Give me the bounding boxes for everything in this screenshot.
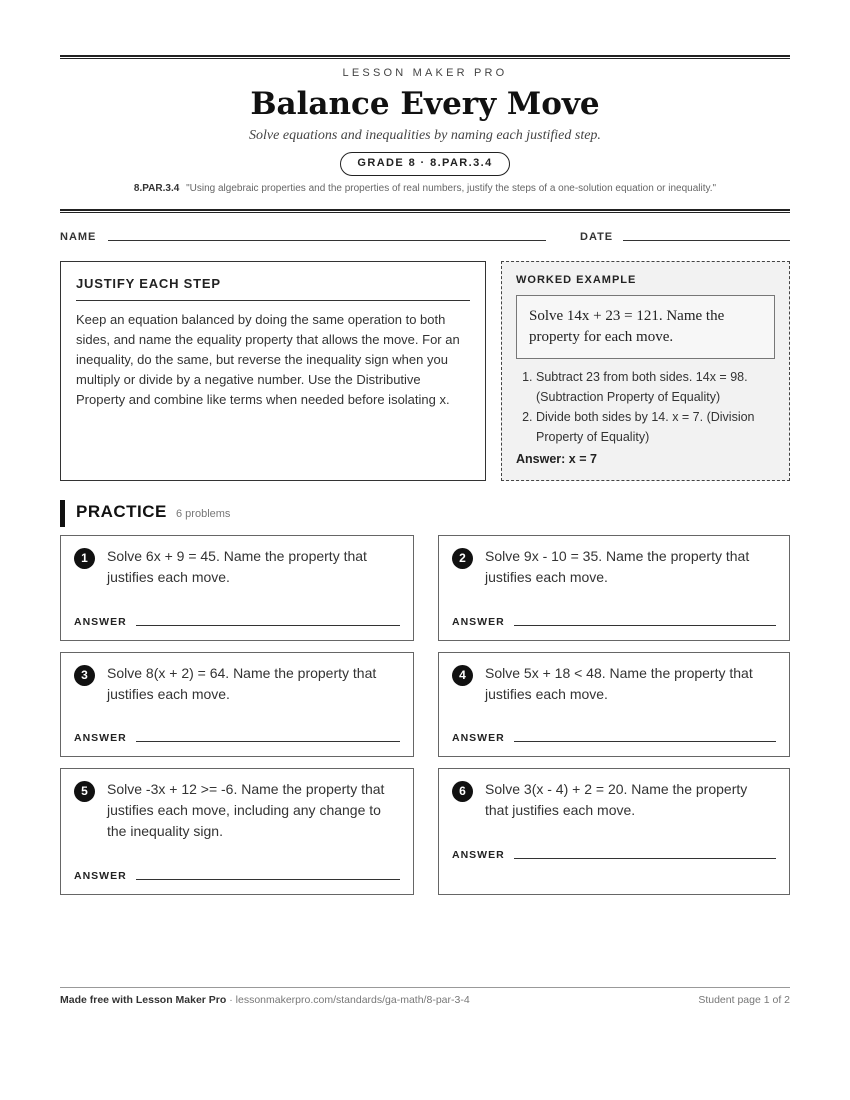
problem-prompt: Solve 9x - 10 = 35. Name the property that justifies each move.	[485, 548, 750, 585]
worked-example-steps	[516, 367, 775, 447]
problem-number-badge: 5	[74, 781, 95, 802]
practice-accent-bar	[60, 500, 65, 527]
date-label: DATE	[580, 231, 614, 243]
problem-card-3	[60, 652, 414, 757]
problem-card-1	[60, 535, 414, 641]
problem-number-badge: 4	[452, 665, 473, 686]
answer-field[interactable]	[136, 625, 400, 626]
problem-number-badge: 1	[74, 548, 95, 569]
problem-prompt: Solve 6x + 9 = 45. Name the property that justifies each move.	[107, 548, 367, 585]
brand-name: LESSON MAKER PRO	[342, 67, 508, 79]
answer-label: ANSWER	[452, 849, 505, 861]
worksheet-title: Balance Every Move	[250, 86, 600, 122]
answer-field[interactable]	[514, 858, 776, 859]
answer-field[interactable]	[136, 879, 400, 880]
justify-each-step-box	[60, 261, 486, 481]
answer-label: ANSWER	[452, 732, 505, 744]
footer-page-number: Student page 1 of 2	[698, 994, 790, 1006]
date-field[interactable]	[623, 240, 790, 241]
problem-prompt: Solve 3(x - 4) + 2 = 20. Name the property that justifies each move.	[485, 781, 748, 818]
problem-card-5	[60, 768, 414, 895]
footer-credit	[60, 994, 470, 1006]
answer-field[interactable]	[136, 741, 400, 742]
justify-heading: JUSTIFY EACH STEP	[76, 276, 470, 301]
worked-step: 1. Subtract 23 from both sides. 14x = 98. (Subtraction Property of Equality)	[536, 367, 775, 407]
name-field[interactable]	[108, 240, 546, 241]
footer-made-with: Made free with Lesson Maker Pro	[60, 994, 227, 1006]
problem-prompt: Solve 8(x + 2) = 64. Name the property that justifies each move.	[107, 665, 377, 702]
header-bottom-double-rule	[60, 209, 790, 213]
answer-label: ANSWER	[74, 870, 127, 882]
answer-label: ANSWER	[452, 616, 505, 628]
footer-rule	[60, 987, 790, 988]
footer-url[interactable]: · lessonmakerpro.com/standards/ga-math/8-par-3-4	[226, 994, 470, 1006]
worked-example-prompt: Solve 14x + 23 = 121. Name the property for each move.	[516, 295, 775, 359]
worked-example-box	[501, 261, 790, 481]
problem-prompt: Solve -3x + 12 >= -6. Name the property that justifies each move, including any change to the inequality sign.	[107, 781, 385, 839]
standard-code: 8.PAR.3.4	[133, 183, 180, 194]
standard-text: "Using algebraic properties and the properties of real numbers, justify the steps of a one-solution equation or inequality."	[186, 183, 717, 194]
practice-title: PRACTICE	[76, 502, 167, 521]
practice-count: 6 problems	[176, 508, 231, 520]
problem-card-6	[438, 768, 790, 895]
worksheet-page	[60, 0, 790, 1100]
answer-label: ANSWER	[74, 732, 127, 744]
worksheet-subtitle: Solve equations and inequalities by naming each justified step.	[249, 128, 601, 143]
name-label: NAME	[60, 231, 97, 243]
problem-number-badge: 6	[452, 781, 473, 802]
answer-field[interactable]	[514, 741, 776, 742]
problem-number-badge: 3	[74, 665, 95, 686]
answer-field[interactable]	[514, 625, 776, 626]
problem-number-badge: 2	[452, 548, 473, 569]
top-double-rule	[60, 55, 790, 59]
problem-card-4	[438, 652, 790, 757]
worked-step: 2. Divide both sides by 14. x = 7. (Division Property of Equality)	[536, 407, 775, 447]
worked-example-answer: Answer: x = 7	[516, 452, 597, 466]
problem-prompt: Solve 5x + 18 < 48. Name the property that justifies each move.	[485, 665, 753, 702]
standard-line	[60, 183, 790, 194]
answer-label: ANSWER	[74, 616, 127, 628]
justify-body: Keep an equation balanced by doing the same operation to both sides, and name the equality property that allows the move. For an inequality, do the same, but reverse the inequality sign when you multiply or divide by a negative number. Use the Distributive Property and combine like terms when needed before isolating x.	[76, 312, 460, 407]
worked-example-heading: WORKED EXAMPLE	[516, 274, 637, 286]
grade-badge: GRADE 8 · 8.PAR.3.4	[340, 152, 510, 176]
problem-card-2	[438, 535, 790, 641]
